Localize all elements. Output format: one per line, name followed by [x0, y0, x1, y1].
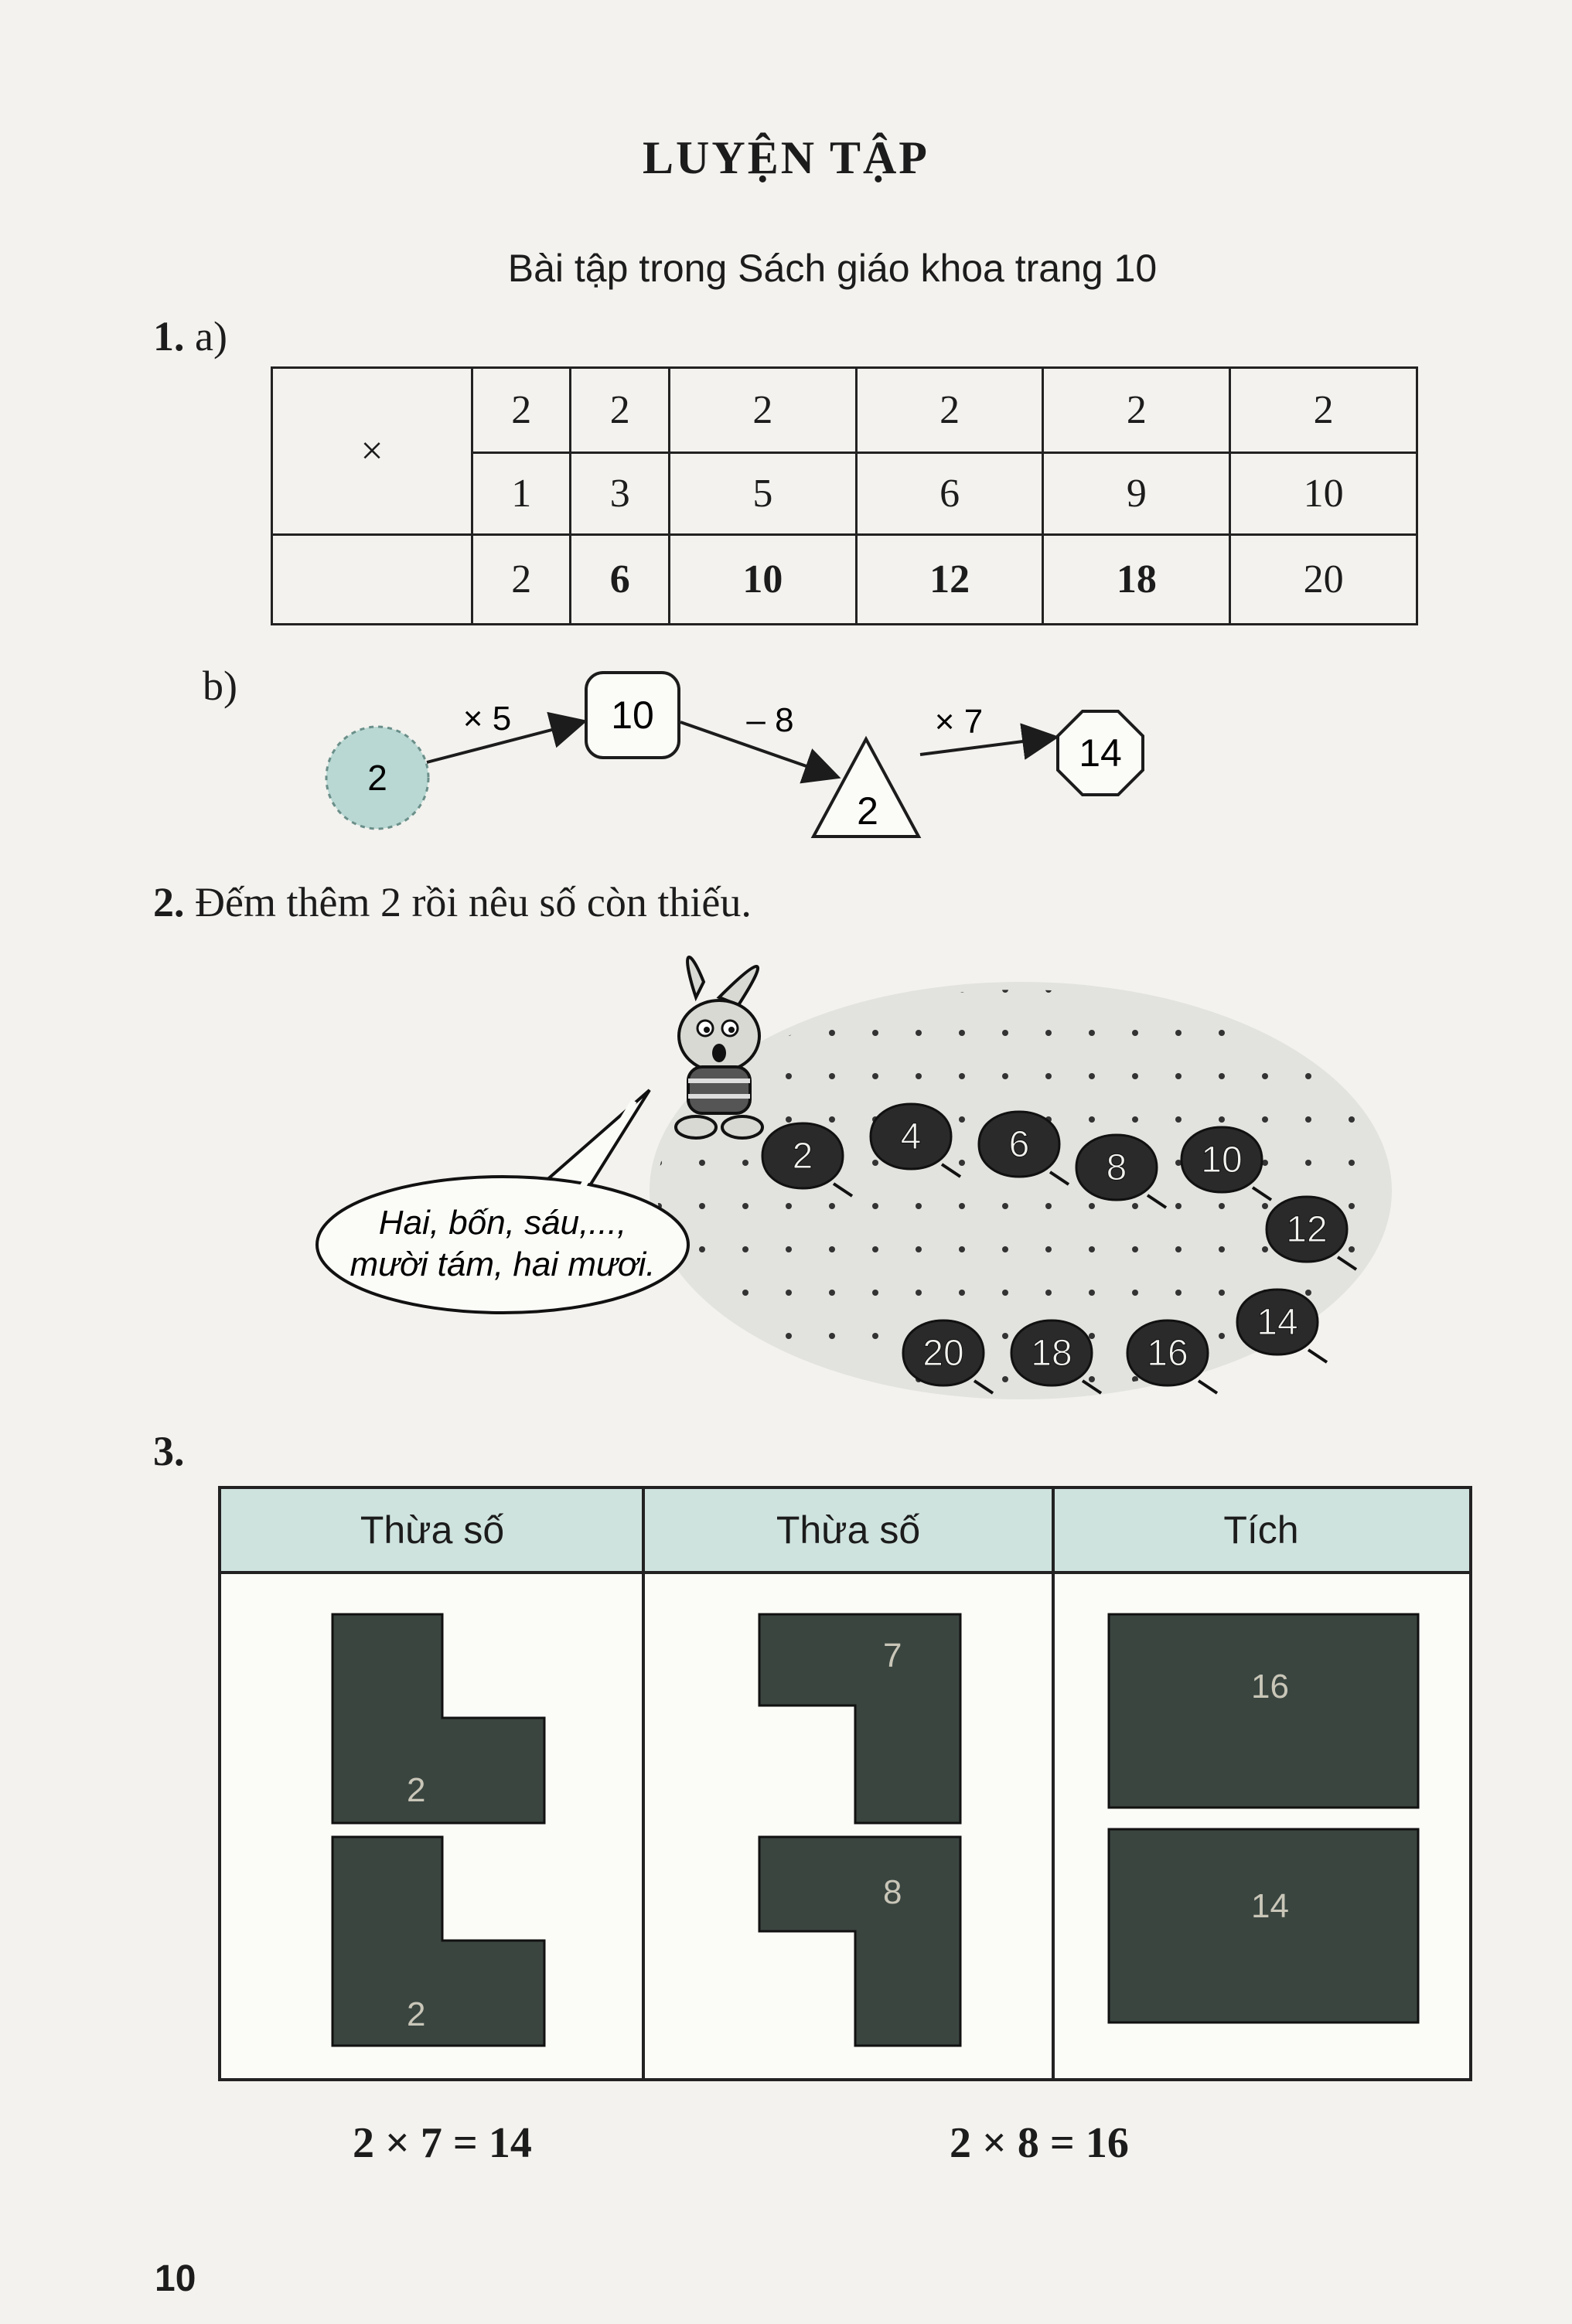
start-value: 2 — [367, 758, 387, 798]
leaf-number: 18 — [1031, 1333, 1072, 1374]
card-value: 16 — [1251, 1668, 1289, 1706]
card-value: 14 — [1251, 1887, 1289, 1925]
factor-cell: 10 — [1230, 453, 1417, 535]
card-value: 2 — [407, 1771, 426, 1809]
empty-cell — [272, 535, 472, 625]
leaf-number: 6 — [1008, 1124, 1030, 1165]
header-factor-2: Thừa số — [643, 1489, 1053, 1574]
leaf-number: 20 — [922, 1333, 964, 1374]
l-shape-card — [332, 1837, 544, 2046]
leaf-number: 8 — [1106, 1147, 1127, 1188]
product-answer-cell: 10 — [669, 535, 856, 625]
op-2-label: – 8 — [746, 701, 794, 739]
leaf-number: 12 — [1286, 1209, 1328, 1250]
speech-bubble — [317, 1090, 688, 1313]
result-3-value: 14 — [1079, 731, 1122, 775]
card-value: 2 — [407, 1995, 426, 2033]
exercise-1-heading — [153, 312, 227, 360]
product-answer-cell: 12 — [856, 535, 1043, 625]
exercise-3-number: 3. — [153, 1428, 185, 1474]
speech-line-1: Hai, bốn, sáu,..., — [378, 1204, 627, 1242]
product-cell: 2 — [472, 535, 571, 625]
page-title: LUYỆN TẬP — [643, 132, 929, 183]
exercise-1b-label: b) — [203, 663, 237, 709]
header-factor-1: Thừa số — [221, 1489, 643, 1574]
leaf-number: 10 — [1201, 1140, 1243, 1181]
product-cell: 20 — [1230, 535, 1417, 625]
op-1-label: × 5 — [462, 700, 512, 738]
page-subtitle: Bài tập trong Sách giáo khoa trang 10 — [507, 247, 1158, 290]
multiplication-table — [271, 366, 1418, 625]
speech-line-2: mười tám, hai mươi. — [350, 1245, 656, 1283]
factor-product-table — [218, 1486, 1472, 2081]
result-2-value: 2 — [857, 789, 878, 833]
rect-card — [1109, 1614, 1418, 1808]
factor-cell: 5 — [669, 453, 856, 535]
card-value: 7 — [883, 1637, 902, 1675]
factor-cell: 2 — [1230, 368, 1417, 453]
exercise-1a-label: a) — [195, 313, 227, 360]
product-answer-cell: 6 — [571, 535, 669, 625]
factor-cell: 2 — [1043, 368, 1230, 453]
factor-cell: 6 — [856, 453, 1043, 535]
factor-cell: 9 — [1043, 453, 1230, 535]
l-shape-card — [759, 1614, 960, 1823]
factor-cell: 2 — [856, 368, 1043, 453]
factor-cell: 3 — [571, 453, 669, 535]
shape-cards — [221, 1574, 1469, 2078]
header-product: Tích — [1053, 1489, 1469, 1574]
page-number: 10 — [155, 2258, 196, 2299]
l-shape-card — [759, 1837, 960, 2046]
exercise-2-heading — [153, 878, 752, 926]
counting-illustration — [302, 935, 1400, 1430]
operation-chain-diagram — [309, 657, 1175, 858]
leaf-number: 2 — [792, 1136, 813, 1177]
factor-cell: 2 — [571, 368, 669, 453]
exercise-2-instruction: Đếm thêm 2 rồi nêu số còn thiếu. — [195, 879, 752, 925]
factor-cell: 1 — [472, 453, 571, 535]
factor-cell: 2 — [669, 368, 856, 453]
l-shape-card — [332, 1614, 544, 1823]
leaf-number: 14 — [1257, 1302, 1298, 1343]
leaf-number: 16 — [1147, 1333, 1188, 1374]
rect-card — [1109, 1829, 1418, 2022]
result-1-value: 10 — [611, 693, 654, 737]
card-value: 8 — [883, 1873, 902, 1911]
product-answer-cell: 18 — [1043, 535, 1230, 625]
leaf-number: 4 — [900, 1116, 922, 1157]
equation-2: 2 × 8 = 16 — [950, 2119, 1129, 2167]
equation-1: 2 × 7 = 14 — [353, 2119, 532, 2167]
op-3-label: × 7 — [934, 703, 984, 741]
factor-cell: 2 — [472, 368, 571, 453]
exercise-1-number: 1. — [153, 313, 185, 360]
operator-cell: × — [272, 368, 472, 535]
exercise-2-number: 2. — [153, 879, 185, 925]
